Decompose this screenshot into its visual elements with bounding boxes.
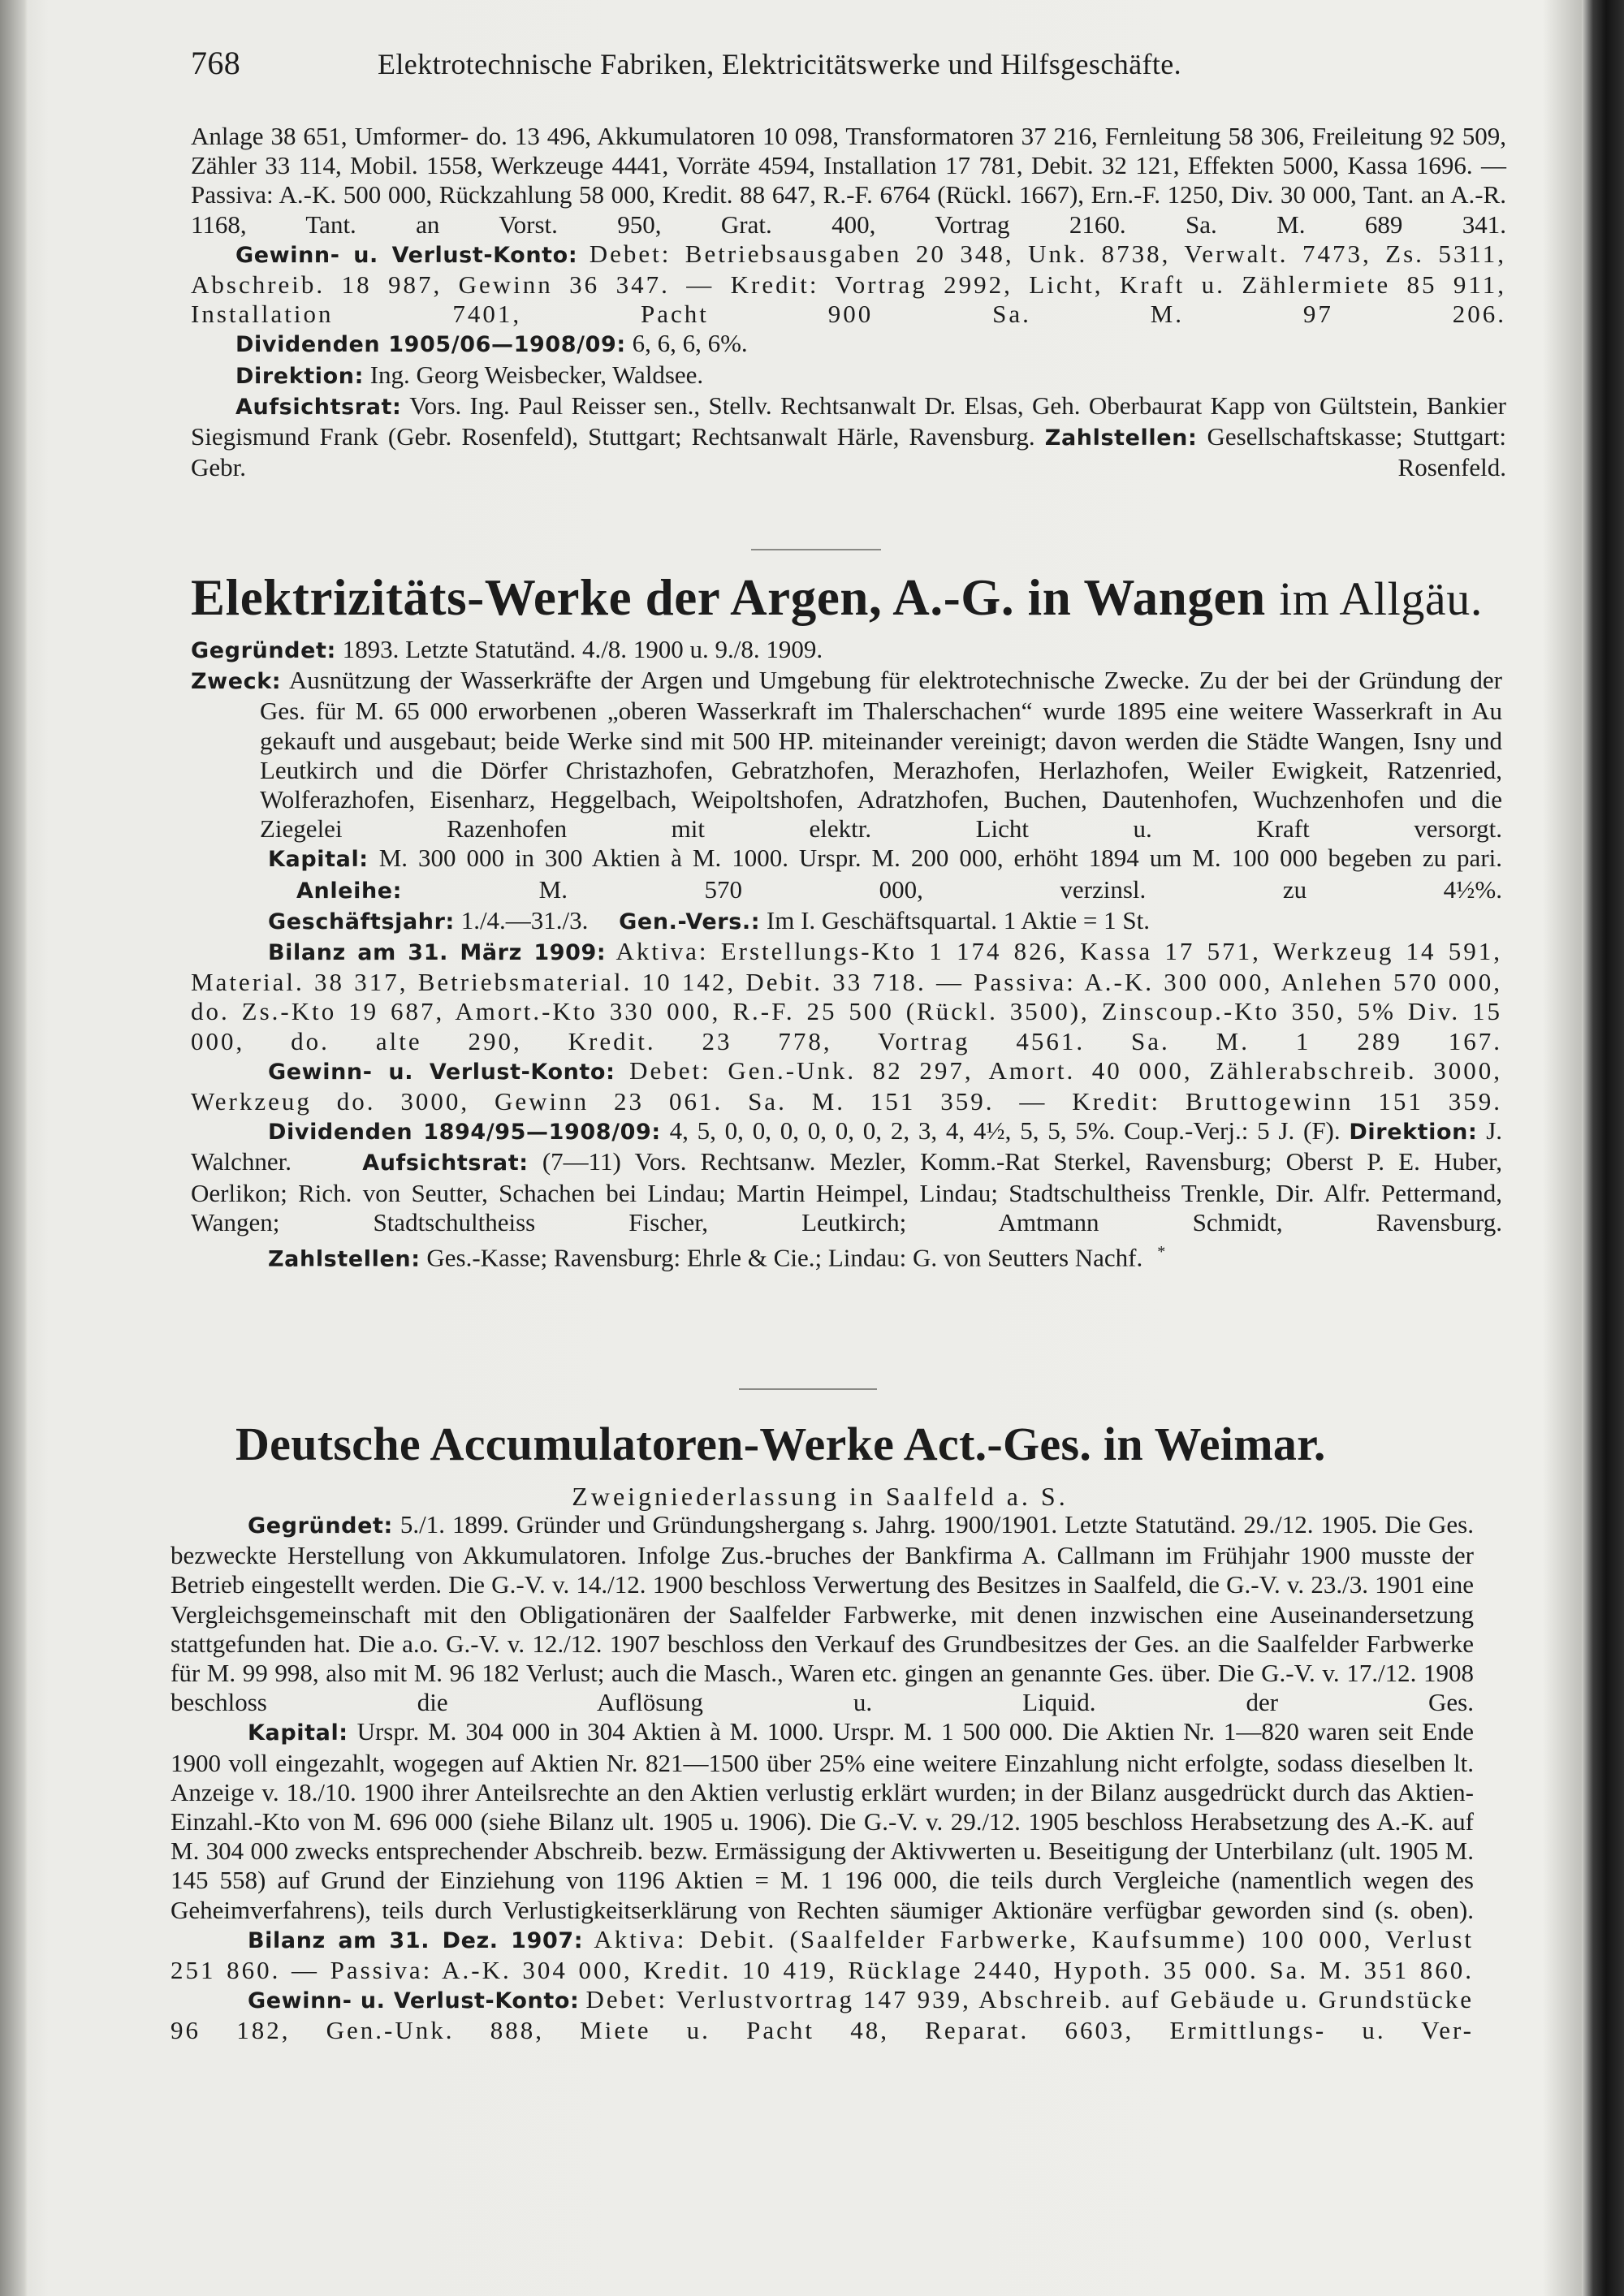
zahlstellen-label-argen: Zahlstellen: xyxy=(268,1246,421,1272)
zahlstellen-text-argen: Ges.-Kasse; Ravensburg: Ehrle & Cie.; Lindau: G. von Seutters Nachf. xyxy=(426,1243,1143,1272)
aufsichtsrat-text: Vors. Ing. Paul Reisser sen., Stellv. Rechtsanwalt Dr. Elsas, Geh. Oberbaurat Kapp von Gültstein, Bankier Siegismund Frank (Gebr. Rosenfeld), Stuttgart; Rechtsanwalt Härle, Ravensburg. xyxy=(191,391,1506,451)
gegruendet-text-weimar: 5./1. 1899. Gründer und Gründungshergang s. Jahrg. 1900/1901. Letzte Statutänd. 29./12. 1905. Die Ges. bezweckte Herstellung von Akkumulatoren. Infolge Zus.-bruches der Bankfirma A. Callmann im Frühjahr 1900 musste der Betrieb eingestellt werden. Die G.-V. v. 14./12. 1900 beschloss Verwertung des Besitzes in Saalfeld, die G.-V. v. 23./3. 1901 eine Vergleichsgemeinschaft mit den Obligationären der Saalfelder Farbwerke, mit denen inzwischen eine Auseinandersetzung stattgefunden hat. Die a.o. G.-V. v. 12./12. 1907 beschloss den Verkauf des Grundbesitzes der Ges. an die Saalfelder Farbwerke für M. 99 998, also mit M. 96 182 Verlust; auch die Masch., Waren etc. gingen an genannte Ges. über. Die G.-V. v. 17./12. 1908 beschloss die Auflösung u. Liquid. der Ges. xyxy=(171,1510,1474,1717)
section-continued-entry xyxy=(191,122,1506,482)
company-title-main: Elektrizitäts-Werke der Argen, A.-G. in Wangen xyxy=(191,569,1266,626)
dividends-paragraph xyxy=(191,329,1506,360)
zahlstellen-paragraph-argen xyxy=(191,1237,1502,1275)
kapital-text: M. 300 000 in 300 Aktien à M. 1000. Urspr. M. 200 000, erhöht 1894 um M. 100 000 begeben zu pari. xyxy=(378,844,1503,873)
page-edge-dark-band xyxy=(1582,0,1624,2296)
company-subtitle-weimar: Zweigniederlassung in Saalfeld a. S. xyxy=(572,1482,1069,1511)
page-number: 768 xyxy=(191,45,241,81)
page-binding-shadow xyxy=(0,0,28,2296)
geschaeftsjahr-label: Geschäftsjahr: xyxy=(268,908,455,934)
section-argen-body xyxy=(191,635,1502,1275)
bilanz-label-weimar: Bilanz am 31. Dez. 1907: xyxy=(248,1927,584,1953)
dividends-text: 6, 6, 6, 6%. xyxy=(632,329,748,358)
page-header xyxy=(191,44,1328,93)
kapital-label-weimar: Kapital: xyxy=(248,1720,348,1746)
guv-label-argen: Gewinn- u. Verlust-Konto: xyxy=(268,1059,615,1085)
section-divider xyxy=(751,549,881,550)
direktion-text: Ing. Georg Weisbecker, Waldsee. xyxy=(369,360,704,389)
bilanz-text-weimar: Aktiva: Debit. (Saalfelder Farbwerke, Kaufsumme) 100 000, Verlust 251 860. — Passiva: A.-K. 304 000, Kredit. 10 419, Rücklage 2440, Hypoth. 35 000. Sa. M. 351 860. xyxy=(171,1924,1474,1985)
guv-text: Debet: Betriebsausgaben 20 348, Unk. 8738, Verwalt. 7473, Zs. 5311, Abschreib. 18 987, Gewinn 36 347. — Kredit: Vortrag 2992, Licht, Kraft u. Zählermiete 85 911, Installation 7401, Pacht 900 Sa. M. 97 206. xyxy=(191,239,1506,329)
aufsichtsrat-label-argen: Aufsichtsrat: xyxy=(362,1150,529,1176)
genvers-text: Im I. Geschäftsquartal. 1 Aktie = 1 St. xyxy=(766,905,1150,934)
dividends-paragraph-argen xyxy=(191,1116,1502,1237)
guv-label-weimar: Gewinn- u. Verlust-Konto: xyxy=(248,1988,580,2014)
company-title-weimar: Deutsche Accumulatoren-Werke Act.-Ges. in Weimar. xyxy=(235,1418,1326,1470)
aufsichtsrat-label: Aufsichtsrat: xyxy=(235,394,402,420)
bilanz-paragraph-weimar xyxy=(171,1925,1474,1985)
direktion-paragraph xyxy=(191,360,1506,391)
asterisk-mark: * xyxy=(1157,1243,1166,1262)
zahlstellen-text: Gesellschaftskasse; Stuttgart: Gebr. Rosenfeld. xyxy=(191,422,1506,482)
bilanz-paragraph xyxy=(191,937,1502,1056)
anleihe-text: M. 570 000, verzinsl. zu 4½%. xyxy=(538,874,1503,904)
dividends-text-argen: 4, 5, 0, 0, 0, 0, 0, 0, 2, 3, 4, 4½, 5, 5, 5%. Coup.-Verj.: 5 J. (F). xyxy=(669,1116,1341,1146)
genvers-label: Gen.-Vers.: xyxy=(619,908,761,934)
kapital-text-weimar: Urspr. M. 304 000 in 304 Aktien à M. 1000. Urspr. M. 1 500 000. Die Aktien Nr. 1—820 waren seit Ende 1900 voll eingezahlt, wogegen auf Aktien Nr. 821—1500 über 25% eine weitere Einzahlung nicht erfolgte, sodass dieselben lt. Anzeige v. 18./10. 1900 ihrer Anteilsrechte an den Aktien verlustig erklärt wurden; in der Bilanz ausgedrückt durch das Aktien-Einzahl.-Kto von M. 696 000 (siehe Bilanz ult. 1905 u. 1906). Die G.-V. v. 29./12. 1905 beschloss Herabsetzung des A.-K. auf M. 304 000 zwecks entsprechender Abschreib. bezw. Ermässigung der Aktivwerten u. Beseitigung der Unterbilanz (ult. 1905 M. 145 558) auf Grund der Einziehung von 1196 Aktien = M. 1 196 000, die teils durch Vergleiche (namentlich wegen des Geheimverfahrens), teils durch Verlustigkeitserklärung von Rechten säumiger Aktionäre verfügbar geworden sind (s. oben). xyxy=(171,1717,1474,1924)
guv-label: Gewinn- u. Verlust-Konto: xyxy=(235,242,578,268)
zweck-label: Zweck: xyxy=(191,669,282,695)
dividends-label-argen: Dividenden 1894/95—1908/09: xyxy=(268,1120,661,1146)
gegruendet-text: 1893. Letzte Statutänd. 4./8. 1900 u. 9./8. 1909. xyxy=(342,635,823,663)
guv-text-weimar: Debet: Verlustvortrag 147 939, Abschreib. auf Gebäude u. Grundstücke 96 182, Gen.-Unk. 888, Miete u. Pacht 48, Reparat. 6603, Ermittlungs- u. Ver- xyxy=(171,1985,1475,2045)
zweck-paragraph xyxy=(191,666,1502,844)
company-title-tail: im Allgäu. xyxy=(1279,572,1483,625)
zweck-text: Ausnützung der Wasserkräfte der Argen und Umgebung für elektrotechnische Zwecke. Zu der bei der Gründung der Ges. für M. 65 000 erworbenen „oberen Wasserkraft im Thalerschachen“ wurde 1895 eine weitere Wasserkraft in Au gekauft und ausgebaut; beide Werke sind mit 500 HP. miteinander vereinigt; davon werden die Städte Wangen, Isny und Leutkirch und die Dörfer Christazhofen, Gebratzhofen, Merazhofen, Herlazhofen, Weiler Ewigkeit, Ratzenried, Wolferazhofen, Eisenharz, Heggelbach, Weipoltshofen, Adratzhofen, Buchen, Dautenhofen, Wuchzenhofen und die Ziegelei Razenhofen mit elektr. Licht u. Kraft versorgt. xyxy=(260,666,1502,844)
running-title: Elektrotechnische Fabriken, Elektricitätswerke und Hilfsgeschäfte. xyxy=(378,48,1182,80)
aufsichtsrat-text-argen: (7—11) Vors. Rechtsanw. Mezler, Komm.-Rat Sterkel, Ravensburg; Oberst P. E. Huber, Oerlikon; Rich. von Seutter, Schachen bei Lindau; Martin Heimpel, Lindau; Stadtschultheiss Trenkle, Dir. Alfr. Pettermand, Wangen; Stadtschultheiss Fischer, Leutkirch; Amtmann Schmidt, Ravensburg. xyxy=(191,1147,1502,1236)
geschaeftsjahr-paragraph xyxy=(191,906,1502,937)
anleihe-label: Anleihe: xyxy=(296,878,403,904)
gegruendet-paragraph xyxy=(191,635,1502,666)
direktion-label: Direktion: xyxy=(235,363,364,389)
gegruendet-label: Gegründet: xyxy=(191,638,336,663)
zahlstellen-label: Zahlstellen: xyxy=(1044,425,1198,451)
guv-paragraph xyxy=(191,240,1506,330)
guv-paragraph-argen xyxy=(191,1056,1502,1116)
gegruendet-paragraph-weimar xyxy=(171,1510,1474,1717)
kapital-paragraph-weimar xyxy=(171,1717,1474,1924)
geschaeftsjahr-text: 1./4.—31./3. xyxy=(460,905,589,934)
kapital-label: Kapital: xyxy=(268,847,369,873)
gegruendet-label-weimar: Gegründet: xyxy=(248,1513,393,1539)
section-weimar-body xyxy=(171,1510,1474,2046)
direktion-text-argen: J. Walchner. xyxy=(191,1116,1503,1176)
bilanz-text: Aktiva: Erstellungs-Kto 1 174 826, Kassa 17 571, Werkzeug 14 591, Material. 38 317, Betriebsmaterial. 10 142, Debit. 33 718. — Passiva: A.-K. 300 000, Anlehen 570 000, do. Zs.-Kto 19 687, Amort.-Kto 330 000, R.-F. 25 500 (Rückl. 3500), Zinscoup.-Kto 350, 5% Div. 15 000, do. alte 290, Kredit. 23 778, Vortrag 4561. Sa. M. 1 289 167. xyxy=(191,937,1503,1055)
guv-paragraph-weimar xyxy=(171,1985,1474,2045)
section-divider-2 xyxy=(739,1388,877,1390)
direktion-label-argen: Direktion: xyxy=(1349,1120,1478,1146)
bilanz-continuation: Anlage 38 651, Umformer- do. 13 496, Akkumulatoren 10 098, Transformatoren 37 216, Fernleitung 58 306, Freileitung 92 509, Zähler 33 114, Mobil. 1558, Werkzeuge 4441, Vorräte 4594, Installation 17 781, Debit. 32 121, Effekten 5000, Kassa 1696. — Passiva: A.-K. 500 000, Rückzahlung 58 000, Kredit. 88 647, R.-F. 6764 (Rückl. 1667), Ern.-F. 1250, Div. 30 000, Tant. an A.-R. 1168, Tant. an Vorst. 950, Grat. 400, Vortrag 2160. Sa. M. 689 341. xyxy=(191,122,1506,239)
dividends-label: Dividenden 1905/06—1908/09: xyxy=(235,332,626,358)
company-title-argen xyxy=(191,568,1506,628)
aufsichtsrat-paragraph xyxy=(191,391,1506,483)
kapital-paragraph xyxy=(191,844,1502,905)
guv-text-argen: Debet: Gen.-Unk. 82 297, Amort. 40 000, Zählerabschreib. 3000, Werkzeug do. 3000, Gewinn 23 061. Sa. M. 151 359. — Kredit: Bruttogewinn 151 359. xyxy=(191,1055,1503,1116)
bilanz-label: Bilanz am 31. März 1909: xyxy=(268,940,607,966)
